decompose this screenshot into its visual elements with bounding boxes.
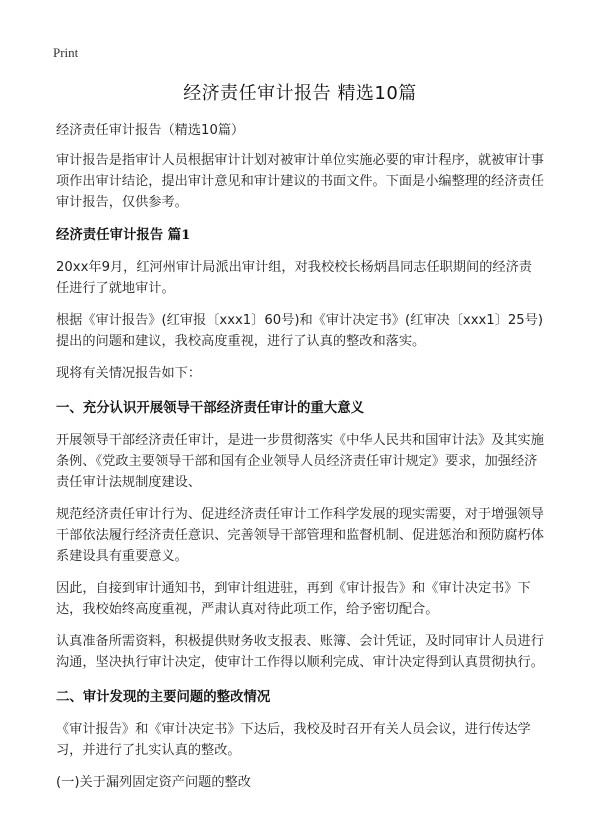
heading-1: 一、充分认识开展领导干部经济责任审计的重大意义 [56,400,364,416]
section-title: 经济责任审计报告 篇1 [56,227,191,243]
paragraph-1: 20xx年9月，红河州审计局派出审计组，对我校校长杨炳昌同志任职期间的经济责任进行了就地审计。 [56,260,532,296]
paragraph-6: 因此，自接到审计通知书，到审计组进驻，再到《审计报告》和《审计决定书》下达，我校始终高度重视，严肃认真对待此项工作，给予密切配合。 [56,581,531,617]
heading-2: 二、审计发现的主要问题的整改情况 [56,689,271,705]
paragraph-3: 现将有关情况报告如下： [56,366,202,381]
paragraph-8: 《审计报告》和《审计决定书》下达后，我校及时召开有关人员会议，进行传达学习，并进行了扎实认真的整改。 [56,722,531,758]
print-link[interactable]: Print [53,45,79,60]
intro-paragraph: 审计报告是指审计人员根据审计计划对被审计单位实施必要的审计程序，就被审计事项作出审计结论，提出审计意见和审计建议的书面文件。下面是小编整理的经济责任审计报告，仅供参考。 [56,153,544,210]
paragraph-7: 认真准备所需资料，积极提供财务收支报表、账簿、会计凭证，及时同审计人员进行沟通，坚决执行审计决定，使审计工作得以顺利完成、审计决定得到认真贯彻执行。 [56,634,544,670]
document-subtitle: 经济责任审计报告（精选10篇） [56,123,245,138]
paragraph-9: (一)关于漏列固定资产问题的整改 [56,775,251,790]
document-body [56,120,544,804]
paragraph-4: 开展领导干部经济责任审计，是进一步贯彻落实《中华人民共和国审计法》及其实施条例、《党政主要领导干部和国有企业领导人员经济责任审计规定》要求，加强经济责任审计法规制度建设、 [56,433,544,490]
document-title: 经济责任审计报告 精选10篇 [183,83,417,104]
paragraph-5: 规范经济责任审计行为、促进经济责任审计工作科学发展的现实需要，对于增强领导干部依法履行经济责任意识、完善领导干部管理和监督机制、促进惩治和预防腐朽体系建设具有重要意义。 [56,507,544,564]
paragraph-2: 根据《审计报告》(红审报〔xxx1〕60号)和《审计决定书》(红审决〔xxx1〕25号)提出的问题和建议，我校高度重视，进行了认真的整改和落实。 [56,313,543,349]
